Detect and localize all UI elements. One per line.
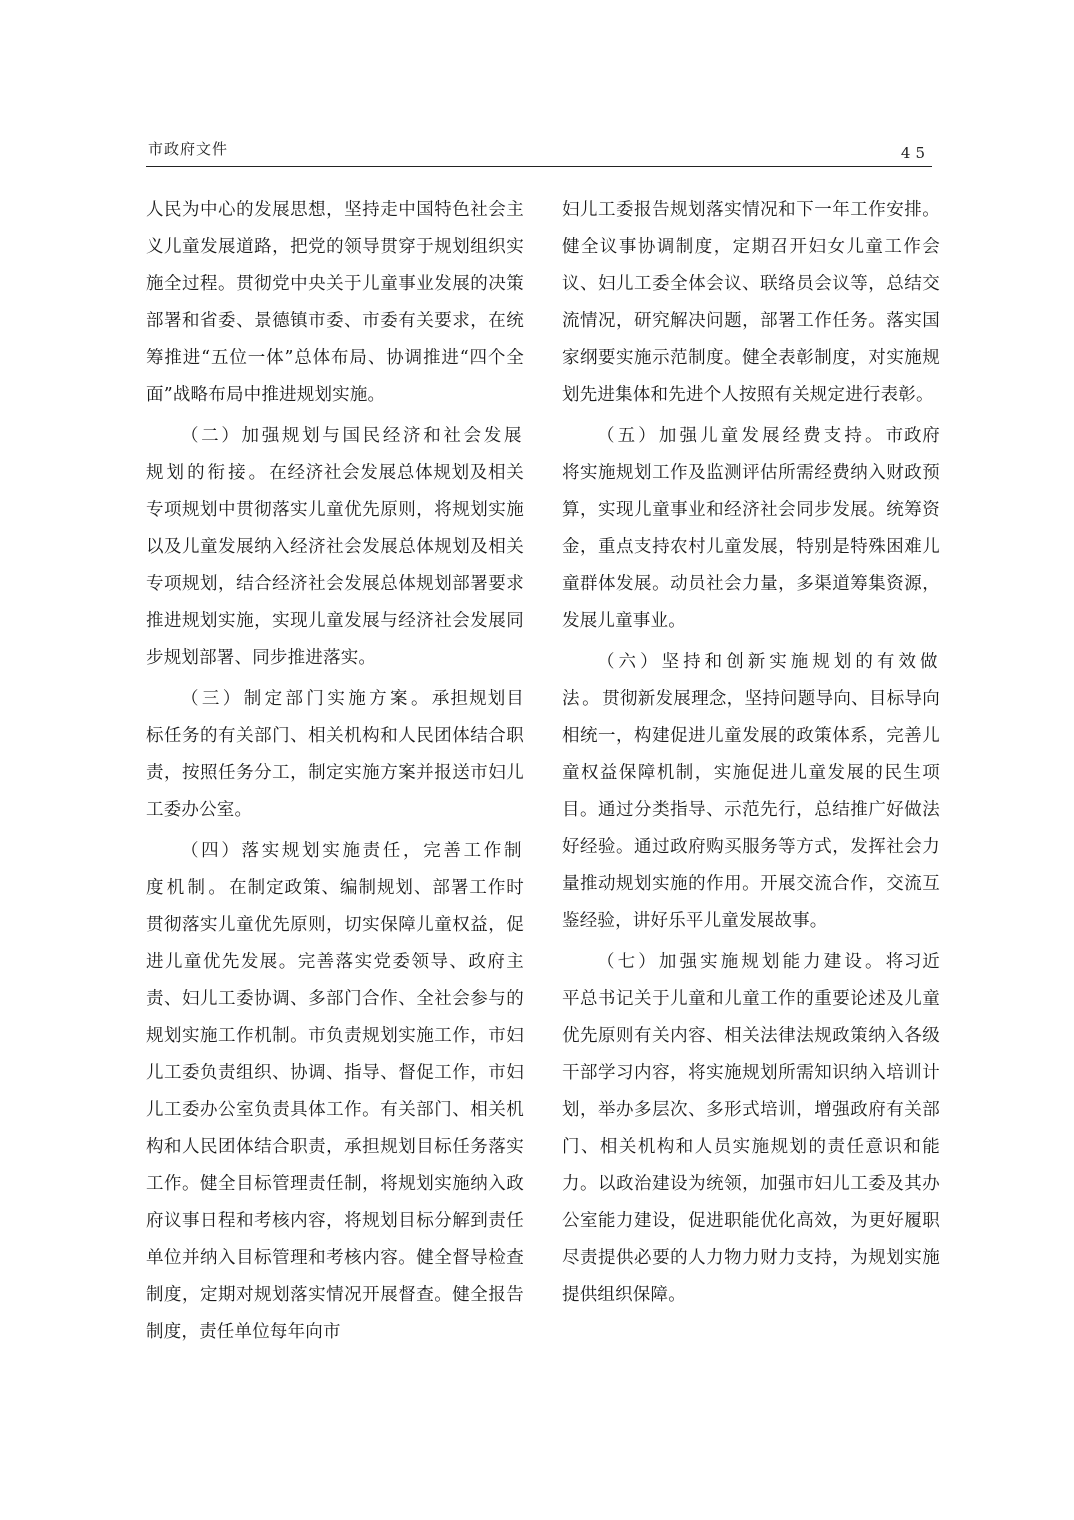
paragraph — [562, 644, 940, 940]
section-heading: （四）落实规划实施责任，完善工作制度机制。 — [146, 841, 524, 898]
section-heading: （五）加强儿童发展经费支持。 — [597, 426, 886, 446]
paragraph-body: 妇儿工委报告规划落实情况和下一年工作安排。健全议事协调制度，定期召开妇女儿童工作会议、妇儿工委全体会议、联络员会议等，总结交流情况，研究解决问题，部署工作任务。落实国家纲要实施示范制度。健全表彰制度，对实施规划先进集体和先进个人按照有关规定进行表彰。 — [562, 200, 940, 405]
paragraph-body: 市政府将实施规划工作及监测评估所需经费纳入财政预算，实现儿童事业和经济社会同步发展。统筹资金，重点支持农村儿童发展，特别是特殊困难儿童群体发展。动员社会力量，多渠道筹集资源，发展儿童事业。 — [562, 426, 940, 631]
section-heading: （三）制定部门实施方案。 — [181, 689, 432, 709]
paragraph — [562, 418, 940, 640]
header-title: 市政府文件 — [148, 140, 229, 158]
section-heading: （七）加强实施规划能力建设。 — [597, 952, 886, 972]
paragraph — [562, 192, 940, 414]
paragraph — [146, 418, 524, 677]
paragraph — [562, 944, 940, 1314]
paragraph — [146, 681, 524, 829]
section-heading: （二）加强规划与国民经济和社会发展规划的衔接。 — [146, 426, 524, 483]
paragraph-body: 将习近平总书记关于儿童和儿童工作的重要论述及儿童优先原则有关内容、相关法律法规政策纳入各级干部学习内容，将实施规划所需知识纳入培训计划，举办多层次、多形式培训，增强政府有关部门、相关机构和人员实施规划的责任意识和能力。以政治建设为统领，加强市妇儿工委及其办公室能力建设，促进职能优化高效，为更好履职尽责提供必要的人力物力财力支持，为规划实施提供组织保障。 — [562, 952, 940, 1305]
paragraph-body: 人民为中心的发展思想，坚持走中国特色社会主义儿童发展道路，把党的领导贯穿于规划组织实施全过程。贯彻党中央关于儿童事业发展的决策部署和省委、景德镇市委、市委有关要求，在统筹推进“五位一体”总体布局、协调推进“四个全面”战略布局中推进规划实施。 — [146, 200, 524, 405]
paragraph-body: 贯彻新发展理念，坚持问题导向、目标导向相统一，构建促进儿童发展的政策体系，完善儿童权益保障机制，实施促进儿童发展的民生项目。通过分类指导、示范先行，总结推广好做法好经验。通过政府购买服务等方式，发挥社会力量推动规划实施的作用。开展交流合作，交流互鉴经验，讲好乐平儿童发展故事。 — [562, 689, 940, 931]
paragraph-body: 在经济社会发展总体规划及相关专项规划中贯彻落实儿童优先原则，将规划实施以及儿童发展纳入经济社会发展总体规划及相关专项规划，结合经济社会发展总体规划部署要求推进规划实施，实现儿童发展与经济社会发展同步规划部署、同步推进落实。 — [146, 463, 524, 668]
page-number: 45 — [900, 144, 930, 162]
paragraph — [146, 833, 524, 1351]
paragraph — [146, 192, 524, 414]
page-header — [146, 132, 932, 167]
paragraph-body: 在制定政策、编制规划、部署工作时贯彻落实儿童优先原则，切实保障儿童权益，促进儿童优先发展。完善落实党委领导、政府主责、妇儿工委协调、多部门合作、全社会参与的规划实施工作机制。市负责规划实施工作，市妇儿工委负责组织、协调、指导、督促工作，市妇儿工委办公室负责具体工作。有关部门、相关机构和人民团体结合职责，承担规划目标任务落实工作。健全目标管理责任制，将规划实施纳入政府议事日程和考核内容，将规划目标分解到责任单位并纳入目标管理和考核内容。健全督导检查制度，定期对规划落实情况开展督查。健全报告制度，责任单位每年向市 — [146, 878, 525, 1342]
left-column — [146, 192, 524, 1355]
right-column — [562, 192, 940, 1318]
paragraph-body: 承担规划目标任务的有关部门、相关机构和人民团体结合职责，按照任务分工，制定实施方案并报送市妇儿工委办公室。 — [146, 689, 524, 820]
section-heading: （六）坚持和创新实施规划的有效做法。 — [562, 652, 940, 709]
